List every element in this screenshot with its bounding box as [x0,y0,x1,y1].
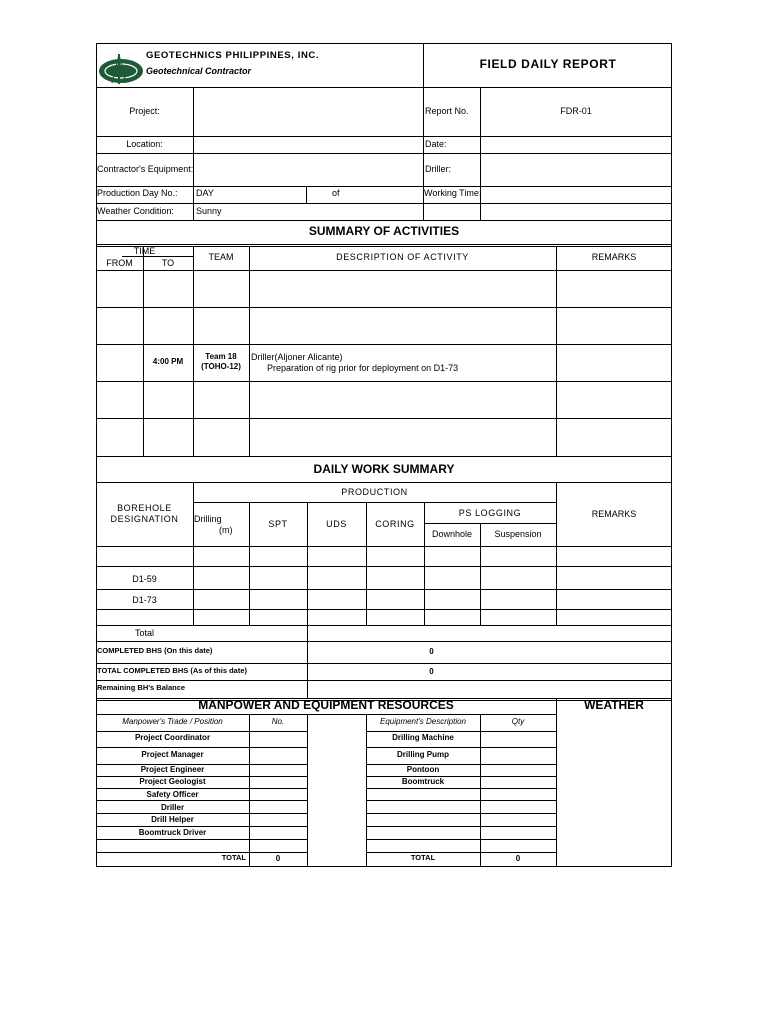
rule [96,826,307,827]
weather-condition-value[interactable]: Sunny [196,206,222,216]
work-remarks-header: REMARKS [591,509,637,519]
rule [671,43,672,867]
equipment-description-header: Equipment's Description [379,717,466,726]
rule [96,456,672,457]
field-daily-report-form [96,43,672,867]
manpower-no-header: No. [271,717,285,726]
rule [424,523,556,524]
suspension-header: Suspension [494,529,542,539]
form-title: FIELD DAILY REPORT [479,57,617,71]
rule [96,800,307,801]
weather-condition-label: Weather Condition: [97,206,174,216]
driller-field[interactable] [481,154,671,186]
company-name: GEOTECHNICS PHILIPPINES, INC. [146,50,320,61]
rule [249,714,250,867]
activity-desc-line1: Driller(Aljoner Alicante) [251,352,343,362]
completed-on-date-value: 0 [429,647,434,656]
rule [96,566,672,567]
activity-team-line1: Team 18 [205,352,237,361]
borehole-row: D1-73 [132,595,157,605]
contractor-equipment-label: Contractor's Equipment: [97,164,194,174]
manpower-item: Project Geologist [139,777,206,786]
manpower-item: Project Engineer [140,765,205,774]
location-label: Location: [126,139,163,149]
contractor-equipment-field[interactable] [194,154,423,186]
rule [96,546,672,547]
completed-as-of-label: TOTAL COMPLETED BHS (As of this date) [97,666,248,675]
rule [96,788,307,789]
rule [306,186,307,203]
manpower-trade-header: Manpower's Trade / Position [122,717,223,726]
production-day-label: Production Day No.: [97,188,178,198]
borehole-row: D1-59 [132,574,157,584]
rule [96,43,672,44]
manpower-item: Project Manager [141,750,204,759]
to-header: TO [161,258,175,268]
rule [96,307,672,308]
from-header: FROM [106,258,133,268]
rule [96,244,672,245]
rule [96,482,672,483]
rule [366,788,556,789]
rule [366,852,556,853]
rule [366,800,556,801]
production-day-unit: DAY [196,188,214,198]
rule [96,270,672,271]
project-field[interactable] [194,88,423,136]
manpower-item: Project Coordinator [134,733,211,742]
report-no-label: Report No. [425,106,469,116]
activity-team-line2: (TOHO-12) [201,362,241,371]
rule [96,747,307,748]
ps-logging-header: PS LOGGING [458,508,522,518]
daily-work-summary-title: DAILY WORK SUMMARY [313,462,455,476]
borehole-header-line1: BOREHOLE [117,503,172,513]
rule [96,625,672,626]
driller-label: Driller: [425,164,451,174]
logo-graphic [98,53,144,87]
equipment-item: Boomtruck [401,777,445,786]
production-day-of-label: of [332,188,340,198]
summary-of-activities-title: SUMMARY OF ACTIVITIES [308,224,460,238]
date-field[interactable] [481,137,671,153]
rule [96,344,672,345]
rule [193,502,556,503]
rule [366,747,556,748]
rule [96,418,672,419]
date-label: Date: [425,139,447,149]
team-header: TEAM [208,252,234,262]
rule [193,246,194,456]
activity-to-time: 4:00 PM [152,357,184,366]
resources-title: MANPOWER AND EQUIPMENT RESOURCES [198,698,454,712]
rule [307,625,308,698]
rule [480,714,481,867]
rule [96,641,672,642]
location-field[interactable] [194,137,423,153]
working-time-field[interactable] [481,187,671,203]
rule [96,866,672,867]
remaining-balance-label: Remaining BH's Balance [97,683,186,692]
rule [96,839,307,840]
rule [96,852,307,853]
completed-on-date-label: COMPLETED BHS (On this date) [97,646,213,655]
rule [96,731,307,732]
rule [249,246,250,456]
rule [193,203,194,220]
working-time-label: Working Time: [424,188,482,198]
company-logo [98,53,144,87]
equipment-item: Pontoon [406,765,440,774]
rule [96,220,672,221]
manpower-item: Boomtruck Driver [138,828,207,837]
completed-as-of-value: 0 [429,667,434,676]
equipment-qty-header: Qty [511,717,525,726]
activity-desc-line2: Preparation of rig prior for deployment on D1-73 [267,363,459,373]
rule [366,839,556,840]
borehole-header-line2: DESIGNATION [110,514,179,524]
rule [96,589,672,590]
spt-header: SPT [268,519,288,529]
drilling-unit: (m) [219,525,233,535]
weather-notes-area[interactable] [557,715,671,865]
rule [556,482,557,625]
description-header: DESCRIPTION OF ACTIVITY [336,252,469,262]
coring-header: CORING [375,519,415,529]
manpower-item: Driller [160,803,185,812]
rule [96,381,672,382]
equipment-total-label: TOTAL [410,853,436,862]
project-label: Project: [129,106,160,116]
equipment-total-value: 0 [515,854,521,863]
rule [96,680,672,681]
equipment-item: Drilling Pump [397,750,449,759]
manpower-item: Drill Helper [151,815,194,824]
rule [366,826,556,827]
time-header: TIME [133,246,156,256]
rule [96,609,672,610]
work-total-label: Total [134,628,154,638]
manpower-total-value: 0 [275,854,281,863]
rule [366,813,556,814]
production-header: PRODUCTION [341,487,408,497]
rule [143,246,144,456]
manpower-item: Safety Officer [146,790,199,799]
report-no-value[interactable]: FDR-01 [560,106,592,116]
rule [193,482,194,625]
rule [96,663,672,664]
rule [556,246,557,456]
rule [96,813,307,814]
remarks-header: REMARKS [591,252,637,262]
rule [423,87,424,220]
drilling-header: Drilling [194,514,222,524]
rule [424,502,425,625]
rule [307,714,308,867]
company-tagline: Geotechnical Contractor [146,66,252,76]
weather-title: WEATHER [584,698,644,712]
rule [366,731,556,732]
manpower-total-label: TOTAL [221,853,246,862]
uds-header: UDS [326,519,347,529]
downhole-header: Downhole [431,529,473,539]
rule [96,714,556,715]
equipment-item: Drilling Machine [392,733,454,742]
rule [96,203,672,204]
